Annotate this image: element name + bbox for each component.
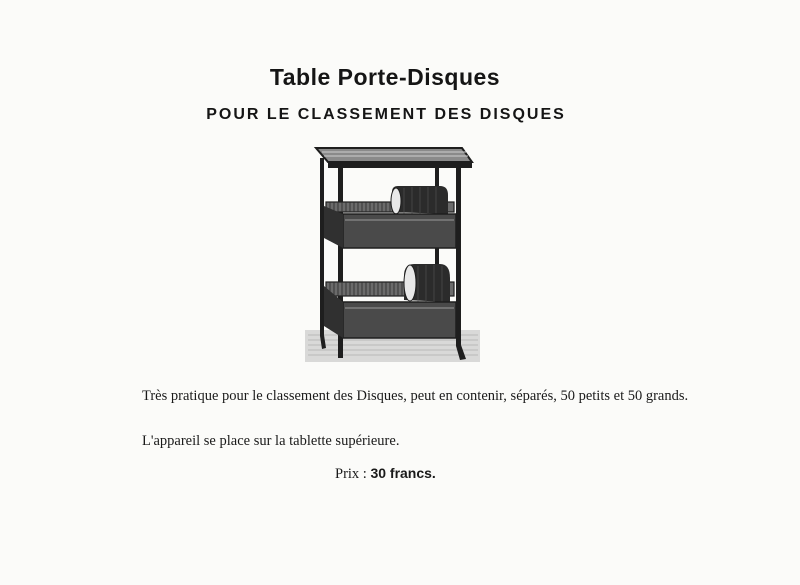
description-paragraph: Très pratique pour le classement des Disques, peut en contenir, séparés, 50 petits et 50 grands. (142, 388, 689, 404)
price-value: 30 francs. (370, 465, 436, 481)
lower-shelf (324, 264, 456, 338)
page-subtitle: POUR LE CLASSEMENT DES DISQUES (206, 106, 566, 123)
price-label: Prix : (335, 466, 367, 482)
page-title: Table Porte-Disques (269, 64, 501, 90)
record-table-illustration (300, 140, 490, 370)
upper-shelf (324, 186, 456, 248)
placement-note: L'appareil se place sur la tablette supérieure. (142, 433, 400, 449)
price-line (335, 465, 436, 483)
table-top (316, 148, 472, 168)
